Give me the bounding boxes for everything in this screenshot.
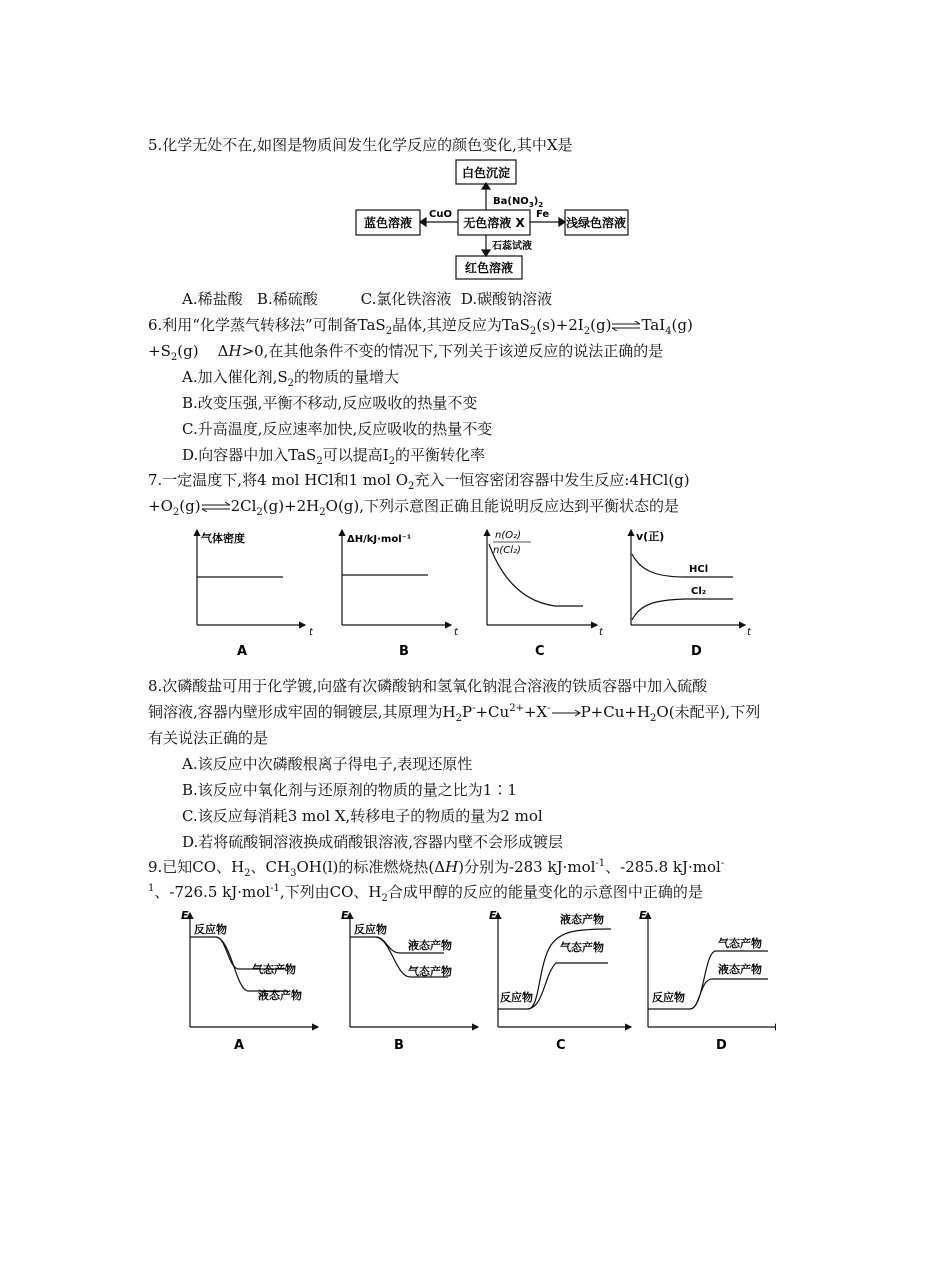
q6-option-a: A.加入催化剂$,S_2$的物质的量增大 bbox=[182, 368, 400, 389]
q7-stem-line2: $+O_2(g)$ $2Cl_2(g)+2H_2O(g)$,下列示意图正确且能说明反应达到平衡状态的是 bbox=[148, 497, 680, 518]
q8-option-d: D.若将硫酸铜溶液换成硝酸银溶液,容器内壁不会形成镀层 bbox=[182, 833, 564, 851]
q9-graph-d-liquid: 液态产物 bbox=[718, 963, 762, 976]
q7-graph-b-t: t bbox=[454, 627, 458, 638]
q6-option-d: D.向容器中加入TaS$_2$可以提高$I_2$的平衡转化率 bbox=[182, 446, 486, 467]
q7-graph-d-hcl: HCl bbox=[689, 564, 709, 575]
q7-graph-d-cl2: Cl₂ bbox=[691, 586, 707, 597]
q7-graph-a-ylabel: 气体密度 bbox=[201, 532, 245, 545]
q9-graph-b-liquid: 液态产物 bbox=[408, 939, 452, 952]
q5-option-c: C.氯化铁溶液 bbox=[360, 290, 452, 308]
node-center: 无色溶液 X bbox=[463, 216, 525, 230]
q5-stem: 5.化学无处不在,如图是物质间发生化学反应的颜色变化,其中X是 bbox=[148, 136, 573, 154]
q5-options bbox=[182, 289, 552, 309]
q7-graph-d-t: t bbox=[747, 627, 751, 638]
node-right: 浅绿色溶液 bbox=[565, 216, 627, 230]
q7-graph-a-t: t bbox=[309, 627, 313, 638]
q7-graph-d-label: D bbox=[691, 644, 702, 659]
q9-graph-d-e: E bbox=[639, 909, 647, 922]
node-top: 白色沉淀 bbox=[461, 166, 511, 180]
q6-stem-line1: 6.利用“化学蒸气转移法”可制备TaS$_2$晶体,其逆反应为$TaS_2(s)+2I_2(g)$ TaI$_4$(g) bbox=[148, 316, 693, 337]
q9-graph-d-gas: 气态产物 bbox=[718, 937, 762, 950]
q7-graphs bbox=[185, 522, 765, 662]
q9-stem-line2: $^1$、-726.5 kJ·mol$^{-1}$,下列由CO、$H_2$合成甲醇的反应的能量变化的示意图中正确的是 bbox=[148, 883, 703, 904]
q9-graph-b-reactant: 反应物 bbox=[354, 923, 387, 936]
label-left: CuO bbox=[429, 209, 452, 220]
equilibrium-arrow-icon bbox=[611, 321, 641, 331]
q9-graph-a-reactant: 反应物 bbox=[194, 923, 227, 936]
q5-diagram bbox=[355, 158, 630, 280]
q9-stem-line1: 9.已知CO、$H_2$、$CH_3OH(l)$的标准燃烧热(ΔH)分别为-283 kJ·mol$^{-1}$、-285.8 kJ·mol- bbox=[148, 858, 725, 879]
q9-graph-a-e: E bbox=[181, 909, 189, 922]
reaction-arrow-icon bbox=[551, 708, 581, 718]
q9-graphs bbox=[176, 905, 776, 1055]
q7-graph-c-den: n(Cl₂) bbox=[493, 545, 521, 556]
q9-graph-c-e: E bbox=[489, 909, 497, 922]
q6-option-b: B.改变压强,平衡不移动,反应吸收的热量不变 bbox=[182, 394, 478, 412]
q9-graph-c-liquid: 液态产物 bbox=[560, 913, 604, 926]
q5-option-a: A.稀盐酸 bbox=[182, 290, 243, 308]
equilibrium-arrow-icon bbox=[201, 502, 231, 512]
q8-option-a: A.该反应中次磷酸根离子得电子,表现还原性 bbox=[182, 755, 473, 773]
q8-option-c: C.该反应每消耗3 mol X,转移电子的物质的量为2 mol bbox=[182, 807, 543, 825]
q7-graph-d-ylabel: v(正) bbox=[636, 530, 665, 543]
q7-graph-a-label: A bbox=[237, 644, 248, 659]
q9-graph-c-reactant: 反应物 bbox=[500, 991, 533, 1004]
q7-graph-b-label: B bbox=[399, 644, 409, 659]
q8-stem-line2: 铜溶液,容器内壁形成牢固的铜镀层,其原理为$H_2P^-+Cu^{2+}+X^-$ $P+Cu+H_2O$(未配平),下列 bbox=[148, 703, 761, 724]
q8-stem-line3: 有关说法正确的是 bbox=[148, 729, 269, 747]
q5-option-d: D.碳酸钠溶液 bbox=[460, 290, 553, 308]
label-top: $Ba(NO_3)_2$ bbox=[493, 196, 544, 209]
q7-stem-line1: 7.一定温度下,将4 mol HCl和1 mol $O_2$充入一恒容密闭容器中发生反应:4HCl(g) bbox=[148, 471, 690, 492]
q9-graph-b-e: E bbox=[341, 909, 349, 922]
q7-graph-b-ylabel: ΔH/kJ·mol⁻¹ bbox=[347, 534, 412, 545]
q8-stem-line1: 8.次磷酸盐可用于化学镀,向盛有次磷酸钠和氢氧化钠混合溶液的铁质容器中加入硫酸 bbox=[148, 677, 708, 695]
q7-graph-c-num: n(O₂) bbox=[495, 530, 522, 541]
q6-stem-line2: $+S_2(g)$ ΔH>0,在其他条件不变的情况下,下列关于该逆反应的说法正确的是 bbox=[148, 342, 664, 363]
label-bottom: 石蕊试液 bbox=[492, 241, 532, 252]
q9-graph-b-gas: 气态产物 bbox=[408, 965, 452, 978]
q7-graph-c-label: C bbox=[535, 644, 545, 659]
q9-graph-d-reactant: 反应物 bbox=[652, 991, 685, 1004]
q9-graph-a-label: A bbox=[234, 1038, 245, 1053]
q9-graph-c-gas: 气态产物 bbox=[560, 941, 604, 954]
q5-option-b: B.稀硫酸 bbox=[256, 290, 318, 308]
node-left: 蓝色溶液 bbox=[363, 216, 413, 230]
label-right: Fe bbox=[536, 209, 550, 220]
q9-graph-d-label: D bbox=[716, 1038, 727, 1053]
q9-graph-a-gas: 气态产物 bbox=[252, 963, 296, 976]
q9-graph-c-label: C bbox=[556, 1038, 566, 1053]
q6-option-c: C.升高温度,反应速率加快,反应吸收的热量不变 bbox=[182, 420, 493, 438]
q9-graph-b-label: B bbox=[394, 1038, 404, 1053]
q7-graph-c-t: t bbox=[599, 627, 603, 638]
q8-option-b: B.该反应中氧化剂与还原剂的物质的量之比为1∶1 bbox=[182, 781, 517, 799]
q9-graph-a-liquid: 液态产物 bbox=[258, 989, 302, 1002]
node-bottom: 红色溶液 bbox=[464, 261, 514, 275]
